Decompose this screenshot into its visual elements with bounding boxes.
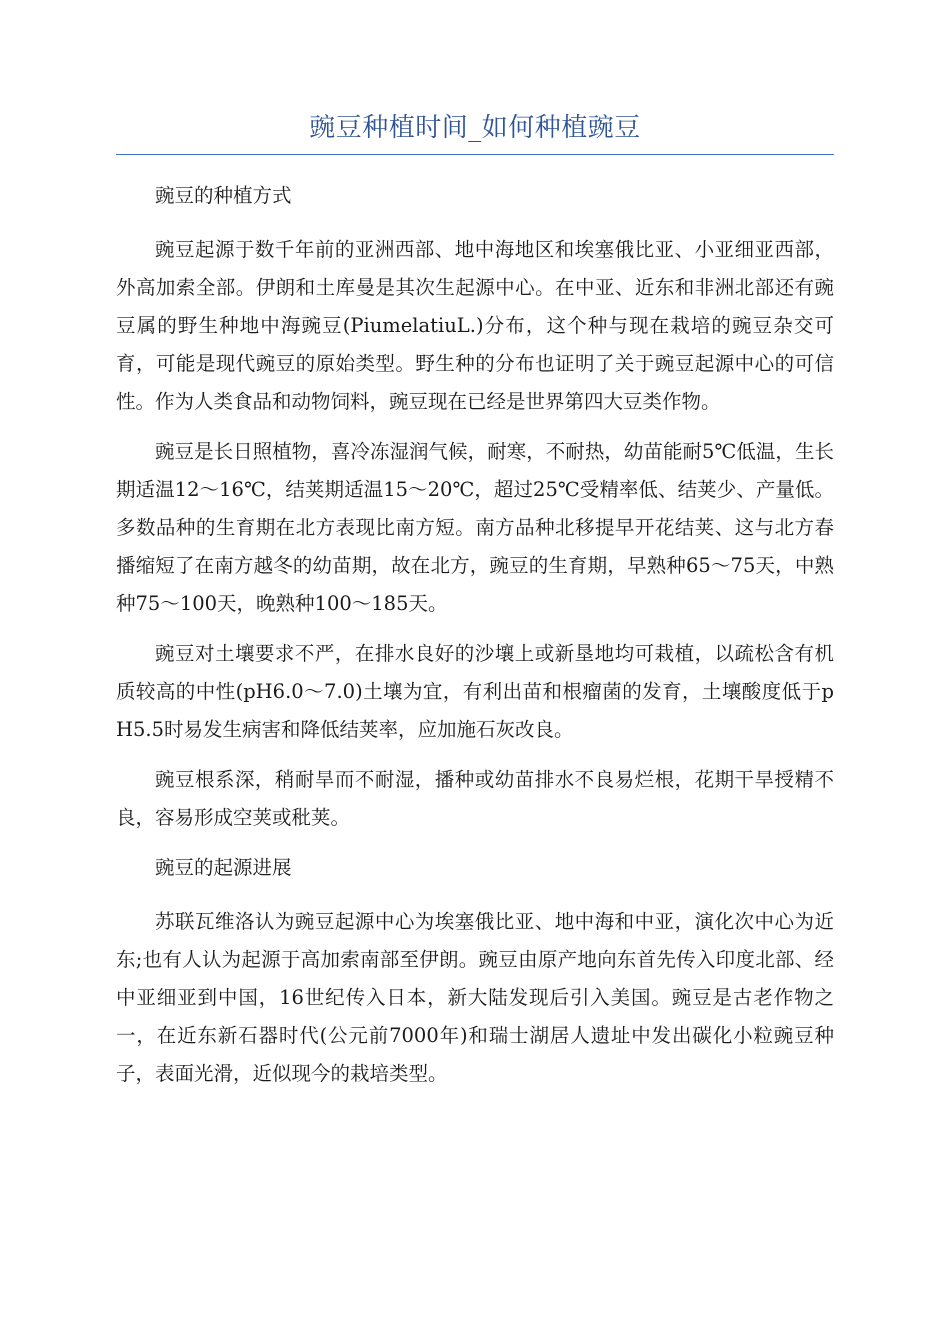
paragraph-origin-overview: 豌豆起源于数千年前的亚洲西部、地中海地区和埃塞俄比亚、小亚细亚西部，外高加索全部。伊朗和土库曼是其次生起源中心。在中亚、近东和非洲北部还有豌豆属的野生种地中海豌豆(PiumelatiuL.)分布，这个种与现在栽培的豌豆杂交可育，可能是现代豌豆的原始类型。野生种的分布也证明了关于豌豆起源中心的可信性。作为人类食品和动物饲料，豌豆现在已经是世界第四大豆类作物。 [116, 238, 834, 413]
document-page [116, 108, 834, 1105]
document-title: 豌豆种植时间_如何种植豌豆 [116, 108, 834, 155]
paragraph-roots: 豌豆根系深，稍耐旱而不耐湿，播种或幼苗排水不良易烂根，花期干旱授精不良，容易形成空荚或秕荚。 [116, 768, 834, 829]
paragraph-climate: 豌豆是长日照植物，喜冷冻湿润气候，耐寒，不耐热，幼苗能耐5℃低温，生长期适温12～16℃，结荚期适温15～20℃，超过25℃受精率低、结荚少、产量低。多数品种的生育期在北方表现比南方短。南方品种北移提早开花结荚、这与北方春播缩短了在南方越冬的幼苗期，故在北方，豌豆的生育期，早熟种65～75天，中熟种75～100天，晚熟种100～185天。 [116, 440, 834, 615]
paragraph-soil: 豌豆对土壤要求不严，在排水良好的沙壤上或新垦地均可栽植，以疏松含有机质较高的中性(pH6.0～7.0)土壤为宜，有利出苗和根瘤菌的发育，土壤酸度低于pH5.5时易发生病害和降低结荚率，应加施石灰改良。 [116, 642, 834, 741]
document-body [116, 177, 834, 1093]
section-heading-planting: 豌豆的种植方式 [155, 184, 292, 207]
section-heading-origin: 豌豆的起源进展 [155, 856, 292, 879]
paragraph-origin-history: 苏联瓦维洛认为豌豆起源中心为埃塞俄比亚、地中海和中亚，演化次中心为近东;也有人认为起源于高加索南部至伊朗。豌豆由原产地向东首先传入印度北部、经中亚细亚到中国，16世纪传入日本，新大陆发现后引入美国。豌豆是古老作物之一，在近东新石器时代(公元前7000年)和瑞士湖居人遗址中发出碳化小粒豌豆种子，表面光滑，近似现今的栽培类型。 [116, 910, 834, 1085]
